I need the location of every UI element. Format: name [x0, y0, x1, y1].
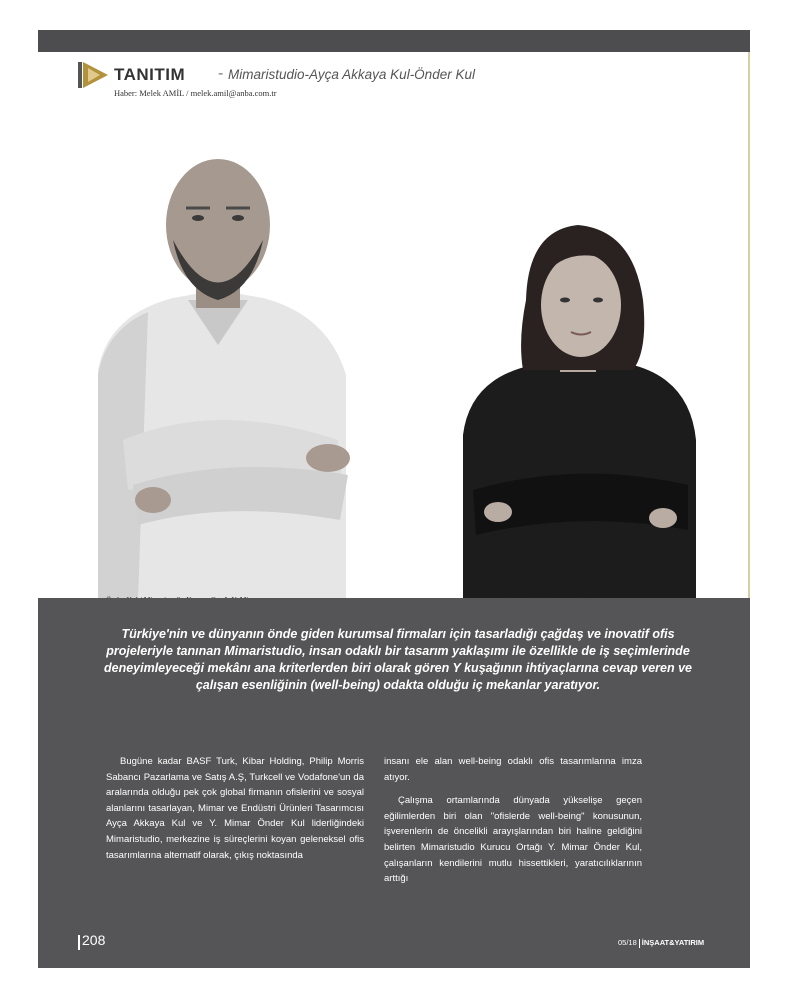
body-column-2 — [384, 754, 642, 895]
page-number-bar — [78, 935, 80, 950]
body-paragraph: insanı ele alan well-being odaklı ofis tasarımlarına imza atıyor. — [384, 756, 642, 783]
byline: Haber: Melek AMİL / melek.amil@anba.com.tr — [114, 88, 277, 98]
section-label: TANITIM — [114, 65, 186, 84]
woman-figure — [463, 225, 696, 600]
issue-date: 05/18 — [618, 938, 637, 947]
top-bar — [38, 30, 750, 52]
article-title: Mimaristudio-Ayça Akkaya Kul-Önder Kul — [228, 67, 475, 82]
issue-divider — [639, 939, 640, 948]
play-arrow-logo-icon — [78, 62, 110, 88]
body-paragraph: Bugüne kadar BASF Turk, Kibar Holding, Philip Morris Sabancı Pazarlama ve Satış A.Ş, Turkcell ve Vodafone'un da aralarında olduğu pek çok global firmanın ofislerini ve sosyal alanlarını tasarlayan, Mimar ve Endüstri Ürünleri Tasarımcısı Ayça Akkaya Kul ve Y. Mimar Önder Kul liderliğindeki Mimaristudio, merkezine iş süreçlerini koyan geleneksel ofis tasarımlarına alternatif olarak, çıkış noktasında — [106, 756, 364, 861]
magazine-name: İNŞAAT&YATIRIM — [641, 938, 705, 947]
man-figure — [98, 159, 350, 600]
page-number: 208 — [82, 932, 106, 948]
body-column-1 — [106, 754, 364, 871]
title-separator: - — [218, 65, 224, 82]
article-header — [78, 62, 738, 102]
intro-paragraph: Türkiye'nin ve dünyanın önde giden kurumsal firmaları için tasarladığı çağdaş ve inovatif ofis projeleriyle tanınan Mimaristudio, insan odaklı bir tasarım yaklaşımı ile özellikle de iş seçimlerinde deneyimleyeceği mekânı ana kriterlerden biri olarak gören Y kuşağının ihtiyaçlarına cevap veren ve çalışan esenliğinin (well-being) odakta olduğu iç mekanlar yaratıyor. — [103, 627, 692, 692]
body-paragraph: Çalışma ortamlarında dünyada yükselişe geçen eğilimlerden biri olan "ofislerde well-being" konusunun, işverenlerin de öncelikli arayışlarından biri haline geldiğini belirten Mimaristudio Kurucu Ortağı Y. Mimar Önder Kul, çalışanların kendilerini mutlu hissettikleri, yaratıcılıklarının arttığı — [384, 795, 642, 885]
portrait-photo — [78, 140, 718, 600]
issue-info — [618, 938, 704, 948]
magazine-page — [38, 30, 750, 968]
